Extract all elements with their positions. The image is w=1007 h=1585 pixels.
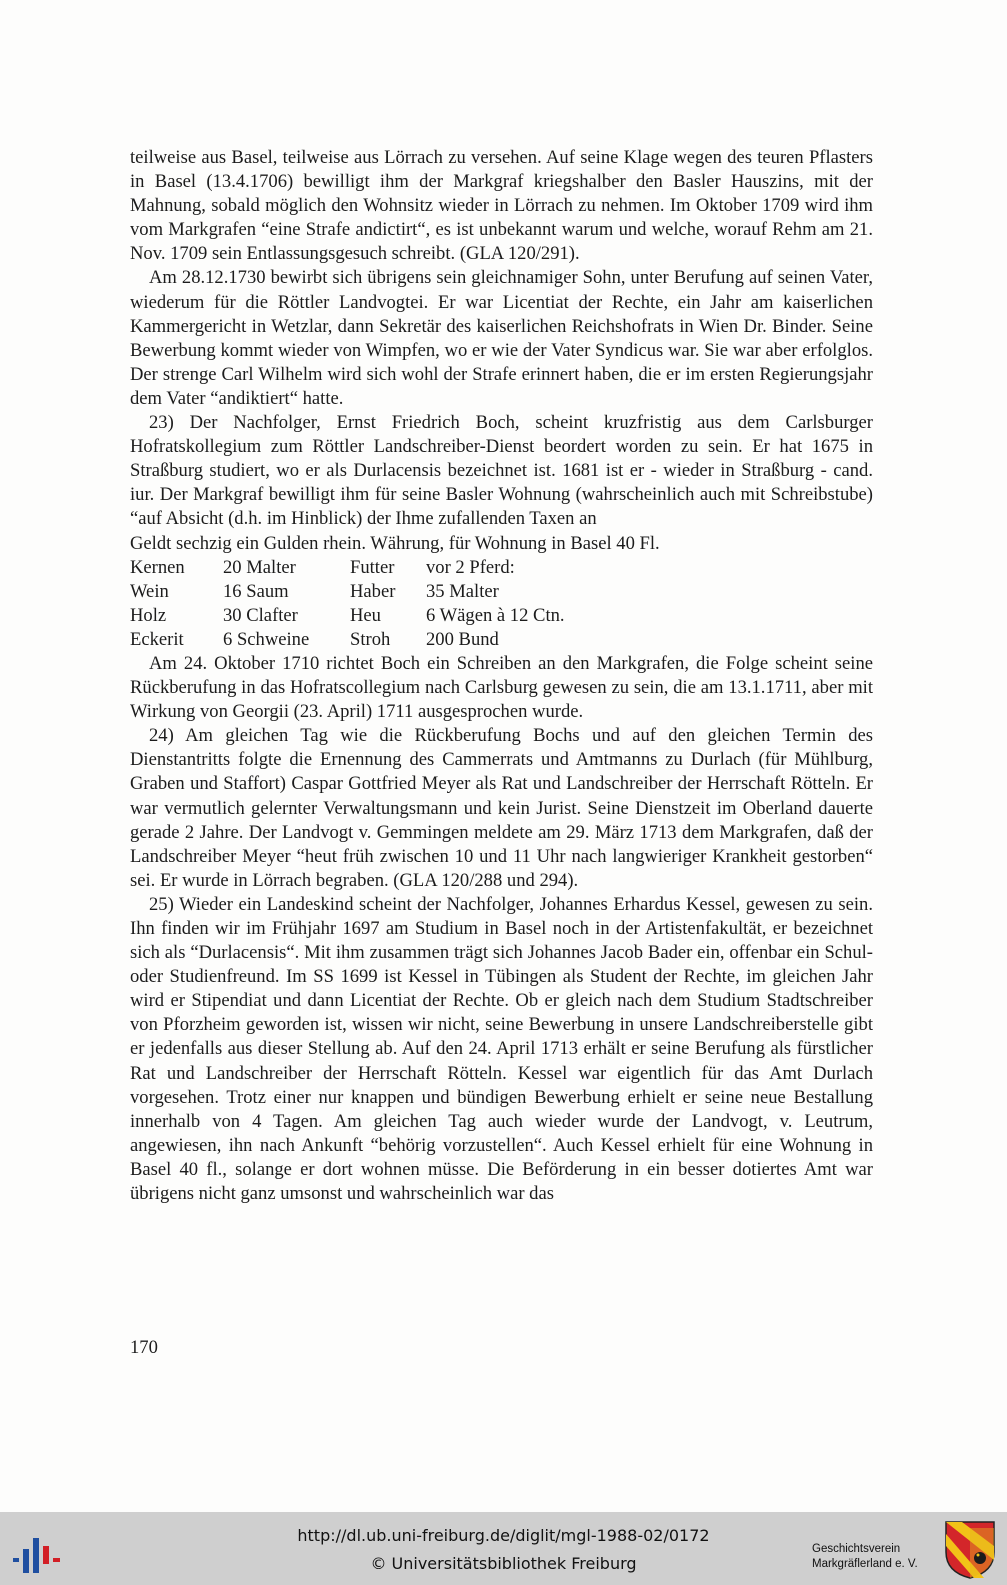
paragraph: Am 24. Oktober 1710 richtet Boch ein Schreiben an den Markgrafen, die Folge scheint seine Rückberufung in das Hofratscollegium nach Carlsburg gewesen zu sein, die am 13.1.1711, aber mit Wirkung von Georgii (23. April) 1711 ausgesprochen wurde. [130,652,873,723]
table-cell: 30 Clafter [223,604,298,626]
table-cell: Holz [130,604,167,626]
table-cell: 20 Malter [223,556,296,578]
table-cell: Wein [130,580,169,602]
paragraph: 25) Wieder ein Landeskind scheint der Nachfolger, Johannes Erhardus Kessel, gewesen zu sein. Ihn finden wir im Frühjahr 1697 am Studium in Basel noch in der Artistenfakultät, er bezeichnet sich als “Durlacensis“. Mit ihm zusammen trägt sich Johannes Jacob Bader ein, offenbar ein Schul- oder Studienfreund. Im SS 1699 ist Kessel in Tübingen als Student der Rechte, im gleichen Jahr wird er Stipendiat und dann Licentiat der Rechte. Ob er gleich nach dem Studium Stadtschreiber von Pforzheim geworden ist, wissen wir nicht, seine Bewerbung in unsere Landschreiberstelle gibt er jedenfalls aus dieser Stellung ab. Auf den 24. April 1713 erhält er seine Berufung als fürstlicher Rat und Landschreiber der Herrschaft Rötteln. Kessel war eigentlich für das Amt Durlach vorgesehen. Trotz einer nur knappen und bündigen Bewerbung erhielt er seine neue Bestallung innerhalb von 4 Tagen. Am gleichen Tag auch wieder wurde der Landvogt, v. Leutrum, angewiesen, ihn nach Ankunft “behörig vorzustellen“. Auch Kessel erhielt für eine Wohnung in Basel 40 fl., solange er dort wohnen müsse. Die Beförderung in ein besser dotiertes Amt war übrigens nicht ganz umsonst und wahrscheinlich war das [130,893,873,1205]
table-cell: 200 Bund [426,628,499,650]
table-cell: 6 Schweine [223,628,310,650]
table-cell: Kernen [130,556,185,578]
table-row [130,628,565,652]
paragraph: Am 28.12.1730 bewirbt sich übrigens sein gleichnamiger Sohn, unter Berufung auf seinen Vater, wiederum für die Röttler Landvogtei. Er war Licentiat der Rechte, ein Jahr am kaiserlichen Kammergericht in Wetzlar, dann Sekretär des kaiserlichen Reichshofrats in Wien Dr. Binder. Seine Bewerbung kommt wieder von Wimpfen, wo er wie der Vater Syndicus war. Sie war aber erfolglos. Der strenge Carl Wilhelm wird sich wohl der Strafe erinnert haben, die er im ersten Regierungsjahr dem Vater “andiktiert“ hatte. [130,267,873,409]
table-cell: Haber [350,580,396,602]
society-name [812,1542,918,1572]
copyright-text: © Universitätsbibliothek Freiburg [370,1554,637,1573]
paragraph: teilweise aus Basel, teilweise aus Lörrach zu versehen. Auf seine Klage wegen des teuren Pflasters in Basel (13.4.1706) bewilligt ihm der Markgraf kriegshalber den Basler Hauszins, mit der Mahnung, sobald möglich den Wohnsitz wieder in Lörrach zu nehmen. Im Oktober 1709 wird ihm vom Markgrafen “eine Strafe andictirt“, es ist unbekannt warum und welche, worauf Rehm am 21. Nov. 1709 sein Entlassungsgesuch schreibt. (GLA 120/291). [130,147,873,265]
table-cell: Eckerit [130,628,184,650]
table-row [130,604,565,628]
body-text [130,146,873,1206]
table-row [130,580,565,604]
paragraph: 24) Am gleichen Tag wie die Rückberufung Bochs und auf den gleichen Termin des Dienstantritts folgte die Ernennung des Cammerrats und Amtmanns zu Durlach (für Mühlburg, Graben und Staffort) Caspar Gottfried Meyer als Rat und Landschreiber der Herrschaft Rötteln. Er war vermutlich gelernter Verwaltungsmann und kein Jurist. Seine Dienstzeit im Oberland dauerte gerade 2 Jahre. Der Landvogt v. Gemmingen meldete am 29. März 1713 dem Markgrafen, daß der Landschreiber Meyer “heut früh zwischen 10 und 11 Uhr nach langwieriger Krankheit gestorben“ sei. Er wurde in Lörrach begraben. (GLA 120/288 und 294). [130,725,873,891]
page-number: 170 [130,1337,158,1358]
source-url-link[interactable]: http://dl.ub.uni-freiburg.de/diglit/mgl-1988-02/0172 [297,1526,710,1545]
table-cell: vor 2 Pferd: [426,556,515,578]
table-cell: 35 Malter [426,580,499,602]
table-cell: 16 Saum [223,580,289,602]
footer-bar [0,1512,1007,1585]
table-row [130,556,565,580]
society-name-line: Markgräflerland e. V. [812,1558,918,1570]
paragraph: 23) Der Nachfolger, Ernst Friedrich Boch, scheint kruzfristig aus dem Carlsburger Hofratskollegium zum Röttler Landschreiber-Dienst beordert worden zu sein. Er hat 1675 in Straßburg studiert, wo er als Durlacensis bezeichnet ist. 1681 ist er - wieder in Straßburg - cand. iur. Der Markgraf bewilligt ihm für seine Basler Wohnung (wahrscheinlich auch mit Schreibstube) “auf Absicht (d.h. im Hinblick) der Ihme zufallenden Taxen an [130,412,873,530]
table-cell: Heu [350,604,381,626]
society-name-line: Geschichtsverein [812,1543,901,1555]
taxen-line: Geldt sechzig ein Gulden rhein. Währung, für Wohnung in Basel 40 Fl. [130,532,660,554]
table-cell: Futter [350,556,395,578]
table-cell: 6 Wägen à 12 Ctn. [426,604,565,626]
taxen-table [130,556,565,652]
table-cell: Stroh [350,628,391,650]
coat-of-arms-icon [944,1520,996,1580]
